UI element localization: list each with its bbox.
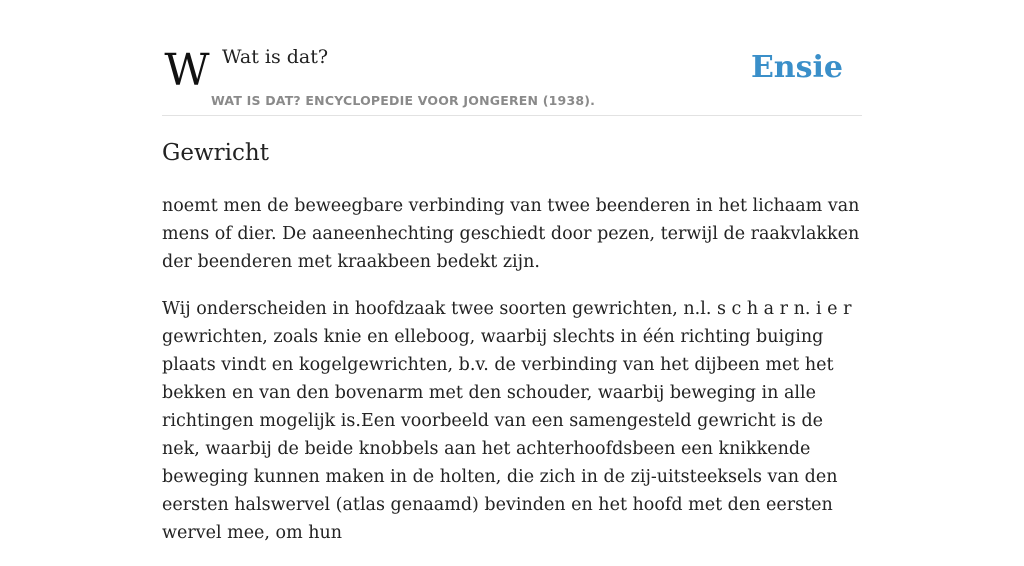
brand-logo-link[interactable]: Ensie xyxy=(750,50,843,85)
article-title: Gewricht xyxy=(162,140,269,166)
article-paragraph-2: Wij onderscheiden in hoofdzaak twee soorten gewrichten, n.l. s c h a r n. i e r gewrichten, zoals knie en elleboog, waarbij slechts in één richting buiging plaats vindt en kogelgewrichten, b.v. de verbinding van het dijbeen met het bekken en van den bovenarm met den schouder, waarbij beweging in alle richtingen mogelijk is.Een voorbeeld van een samengesteld gewricht is de nek, waarbij de beide knobbels aan het achterhoofdsbeen een knikkende beweging kunnen maken in de holten, die zich in de zij-uitsteeksels van den eersten halswervel (atlas genaamd) bevinden en het hoofd met den eersten wervel mee, om hun xyxy=(162,299,852,543)
wikipedia-w-icon xyxy=(163,46,211,94)
article-body xyxy=(162,192,862,566)
source-title: Wat is dat? xyxy=(222,46,329,68)
svg-text:W: W xyxy=(164,45,210,96)
source-subtitle: WAT IS DAT? ENCYCLOPEDIE VOOR JONGEREN (1938). xyxy=(211,93,596,108)
header-divider xyxy=(162,115,862,116)
article-paragraph-1: noemt men de beweegbare verbinding van twee beenderen in het lichaam van mens of dier. De aaneenhechting geschiedt door pezen, terwijl de raakvlakken der beenderen met kraakbeen bedekt zijn. xyxy=(162,196,860,272)
